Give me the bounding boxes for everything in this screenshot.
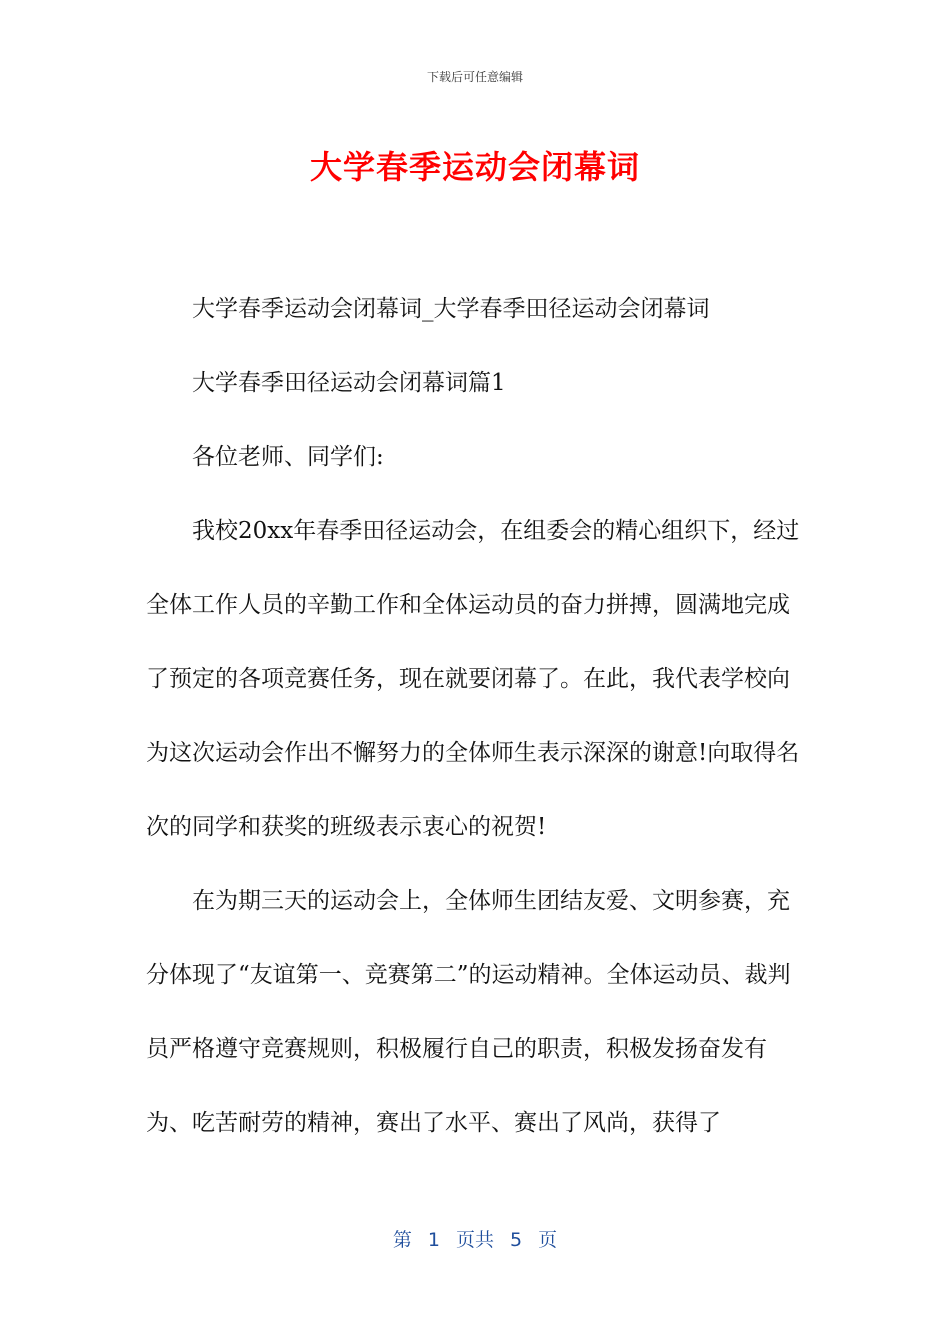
paragraph-body-2: 在为期三天的运动会上，全体师生团结友爱、文明参赛，充分体现了“友谊第一、竞赛第二”的运动精神。全体运动员、裁判员严格遵守竞赛规则，积极履行自己的职责，积极发扬奋发有为、吃苦耐劳的精神，赛出了水平、赛出了风尚，获得了 xyxy=(146,888,791,1136)
header-note: 下载后可任意编辑 xyxy=(426,70,523,84)
paragraph-subtitle: 大学春季运动会闭幕词_大学春季田径运动会闭幕词 xyxy=(192,296,710,322)
document-body xyxy=(146,272,806,1160)
paragraph-salutation: 各位老师、同学们: xyxy=(192,444,384,470)
paragraph-section-heading: 大学春季田径运动会闭幕词篇1 xyxy=(192,370,506,396)
footer-page-total: 5 xyxy=(510,1229,523,1251)
footer-page-prefix: 第 xyxy=(392,1229,412,1251)
footer-page-suffix: 页 xyxy=(538,1229,558,1251)
document-title: 大学春季运动会闭幕词 xyxy=(309,148,640,186)
page-footer xyxy=(0,1225,950,1252)
footer-page-middle: 页共 xyxy=(455,1229,494,1251)
paragraph-body-1: 我校20xx年春季田径运动会，在组委会的精心组织下，经过全体工作人员的辛勤工作和全体运动员的奋力拼搏，圆满地完成了预定的各项竞赛任务，现在就要闭幕了。在此，我代表学校向为这次运动会作出不懈努力的全体师生表示深深的谢意!向取得名次的同学和获奖的班级表示衷心的祝贺! xyxy=(146,518,800,840)
footer-page-number: 1 xyxy=(427,1229,440,1251)
